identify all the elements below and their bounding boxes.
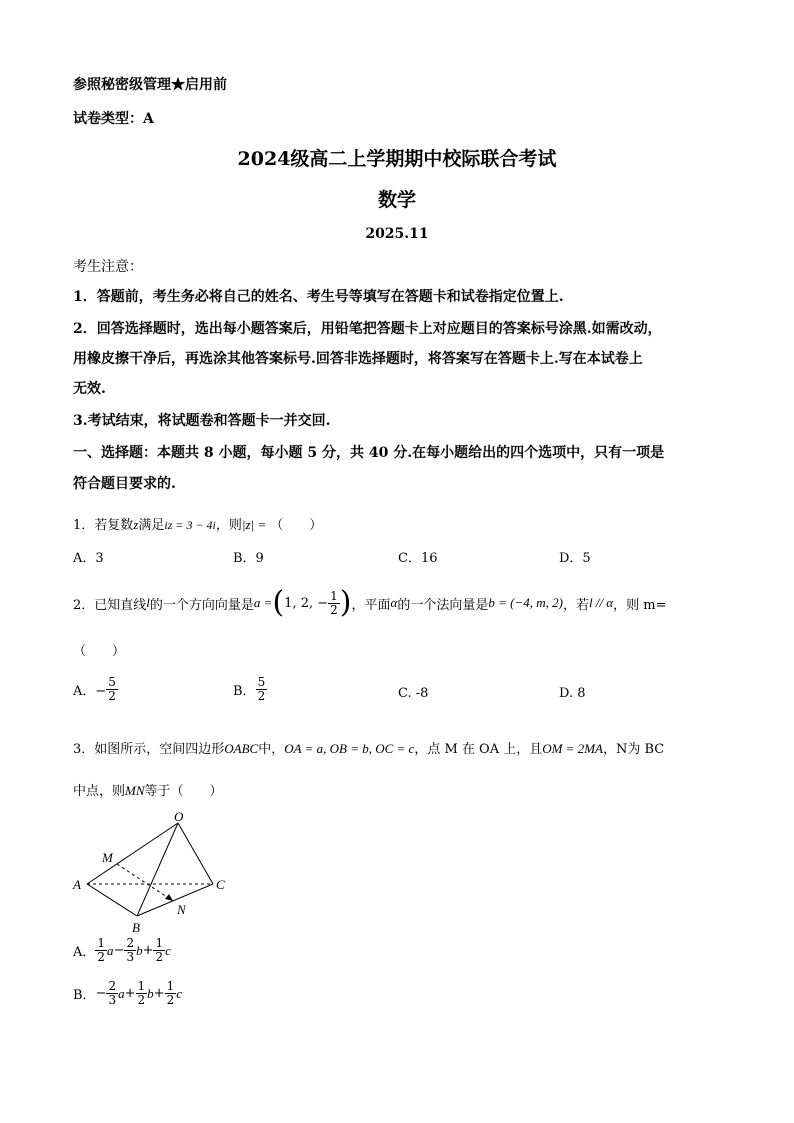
- q2-line-var: l: [146, 595, 150, 610]
- q2-option-d: D. 8: [559, 686, 586, 701]
- tetrahedron-figure: [70, 808, 240, 938]
- q2-option-a: A．− $\frac{5}{2}$: [73, 675, 116, 703]
- q1-option-c: C．16: [398, 551, 438, 566]
- q2-right-paren: ): [339, 585, 352, 620]
- q3-a-coef-1: $\frac{1}{2}$: [97, 936, 106, 964]
- q3-a-coef-2: $\frac{2}{3}$: [126, 936, 135, 964]
- q3-quad: OABC: [224, 741, 259, 756]
- q1-equation: iz = 3 − 4i: [164, 518, 216, 532]
- q2-text-2: ，平面: [351, 597, 391, 613]
- q1-paren: （ ）: [270, 518, 323, 533]
- q2-option-b: B． $\frac{5}{2}$: [233, 675, 266, 703]
- q1-var: z: [133, 517, 139, 532]
- notice-item-2-line-3: 无效.: [73, 381, 106, 397]
- q3-mn: MN: [125, 783, 145, 798]
- notice-item-3: 3.考试结束，将试题卷和答题卡一并交回.: [73, 413, 331, 429]
- q2-text-4: ，若: [562, 597, 589, 613]
- exam-date: 2025.11: [365, 226, 429, 242]
- q2-condition: l // α: [588, 595, 614, 610]
- q2-option-c: C. -8: [398, 686, 429, 701]
- edge-oc: [178, 823, 213, 884]
- q1-mid: 满足: [138, 518, 165, 533]
- label-m: M: [102, 850, 113, 865]
- q2-alpha: α: [390, 595, 398, 610]
- mn-arrowhead: [165, 894, 173, 901]
- question-1: [73, 514, 322, 533]
- q3-vectors: OA = a, OB = b, OC = c: [284, 741, 415, 756]
- page-title: 2024级高二上学期期中校际联合考试: [237, 148, 557, 170]
- q2-text-3: 的一个法向量是: [397, 597, 489, 613]
- segment-mn-dashed: [117, 864, 173, 901]
- q2-vector-a: a =: [253, 595, 273, 610]
- question-3-line-1: 3．如图所示，空间四边形OABC中，OA = a, OB = b, OC = c，点 M 在 OA 上，且OM = 2MA，N为 BC: [73, 741, 665, 757]
- q1-prefix: 1．若复数: [73, 518, 134, 533]
- confidential-label: 参照秘密级管理★启用前: [73, 77, 227, 93]
- q2-paren: （ ）: [73, 644, 126, 659]
- label-b: B: [132, 920, 140, 935]
- q1-option-b: B．9: [233, 551, 264, 566]
- q2-option-a-fraction: $\frac{5}{2}$: [108, 675, 116, 703]
- q3-option-b: B． − $\frac{2}{3}$ a + $\frac{1}{2}$ b + $\frac{1}{2}$ c: [73, 979, 182, 1007]
- label-n: N: [177, 902, 186, 917]
- q3-om-relation: OM = 2MA: [542, 741, 603, 756]
- notice-heading: 考生注意：: [73, 259, 143, 275]
- q2-vector-b: b = (−4, m, 2): [488, 595, 563, 610]
- q3-a-coef-3: $\frac{1}{2}$: [155, 936, 164, 964]
- q3-b-coef-2: $\frac{1}{2}$: [137, 979, 146, 1007]
- q3-b-coef-1: $\frac{2}{3}$: [108, 979, 117, 1007]
- question-2: [73, 583, 667, 623]
- notice-item-1: 1．答题前，考生务必将自己的姓名、考生号等填写在答题卡和试卷指定位置上.: [73, 289, 564, 305]
- q1-option-d: D．5: [559, 551, 591, 566]
- q2-a-components: 1, 2, −: [284, 595, 329, 611]
- q3-option-a: A． $\frac{1}{2}$ a − $\frac{2}{3}$ b + $\frac{1}{2}$ c: [73, 936, 171, 964]
- paper-type: 试卷类型：A: [73, 111, 154, 127]
- q2-prefix: 2．已知直线: [73, 597, 147, 613]
- notice-item-2-line-1: 2．回答选择题时，选出每小题答案后，用铅笔把答题卡上对应题目的答案标号涂黑.如需改动，: [73, 321, 662, 337]
- question-3-line-2: 中点，则MN等于（ ）: [73, 783, 223, 799]
- section-heading-line-1: 一、选择题：本题共 8 小题，每小题 5 分，共 40 分.在每小题给出的四个选项中，只有一项是: [73, 445, 665, 461]
- q1-mid2: ，则: [215, 518, 242, 533]
- q2-text-1: 的一个方向向量是: [149, 597, 254, 613]
- edge-bc: [137, 884, 213, 916]
- subject-title: 数学: [377, 189, 416, 211]
- q2-option-b-fraction: $\frac{5}{2}$: [257, 675, 266, 703]
- q1-abs: |z| =: [241, 517, 267, 532]
- notice-item-2-line-2: 用橡皮擦干净后，再选涂其他答案标号.回答非选择题时，将答案写在答题卡上.写在本试卷上: [73, 351, 643, 367]
- section-heading-line-2: 符合题目要求的.: [73, 476, 176, 492]
- label-o: O: [174, 809, 184, 824]
- label-a: A: [73, 877, 81, 892]
- edge-ab: [87, 884, 137, 916]
- q2-half-fraction: $\frac{1}{2}$: [330, 588, 338, 617]
- q2-left-paren: (: [272, 585, 285, 620]
- q1-option-a: A．3: [73, 551, 104, 566]
- q3-b-coef-3: $\frac{1}{2}$: [166, 979, 175, 1007]
- q2-text-5: ，则 m=: [613, 597, 667, 613]
- label-c: C: [216, 877, 225, 892]
